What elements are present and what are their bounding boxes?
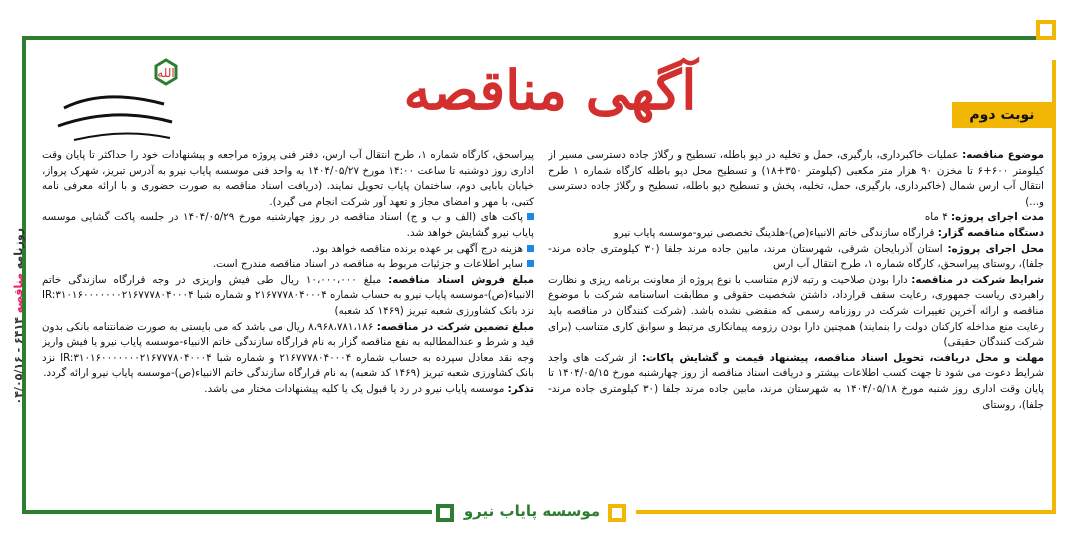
label-note: تذکر:: [507, 382, 534, 395]
text-deadline: از شرکت های واجد شرایط دعوت می شود تا جهت کسب اطلاعات بیشتر و دریافت اسناد مناقصه از روز چهارشنبه مورخ ۱۴۰۴/۰۵/۱۵ تا پایان وقت اداری روز شنبه مورخ ۱۴۰۴/۰۵/۱۸ به شهرستان مرند، مابین جاده مرند جلفا (۳۰ کیلومتری جاده مرند-جلفا)، روستای: [548, 351, 1044, 411]
paragraph-subject: [548, 148, 1044, 210]
label-duration: مدت اجرای پروژه:: [951, 211, 1044, 224]
bullet-icon: [527, 245, 534, 252]
bullet-text: هزینه درج آگهی بر عهده برنده مناقصه خواهد بود.: [311, 242, 523, 255]
text-sale: مبلغ ۱۰،۰۰۰،۰۰۰ ریال طی فیش واریزی در وجه قرارگاه سازندگی خاتم الانبیاء(ص)-موسسه پایاب نیرو به حساب شماره ۲۱۶۷۷۷۸۰۴۰۰۰۴ و شماره شبا IR:۳۱۰۱۶۰۰۰۰۰۰۰۲۱۶۷۷۷۸۰۴۰۰۰۴ نزد بانک کشاورزی شعبه تبریز (۱۴۶۹ کد شعبه): [42, 273, 534, 317]
paragraph-note: [42, 382, 534, 398]
label-location: محل اجرای پروژه:: [947, 242, 1044, 255]
frame-top-border: [22, 36, 1042, 40]
bullet-text: پاکت های (الف و ب و ج) اسناد مناقصه در روز چهارشنبه مورخ ۱۴۰۴/۰۵/۲۹ در جلسه پاکت گشایی موسسه پایاب نیرو گشایش خواهد شد.: [42, 211, 534, 239]
paragraph-sale: [42, 273, 534, 320]
frame-bottom-right-border: [636, 510, 1056, 514]
svg-text:الله: الله: [157, 66, 175, 80]
paragraph-deadline: [548, 351, 1044, 413]
text-employer: قرارگاه سازندگی خاتم الانبیاء(ص)-هلدینگ تخصصی نیرو-موسسه پایاب نیرو: [613, 226, 938, 239]
page-title: آگهی مناقصه: [403, 58, 697, 122]
label-conditions: شرایط شرکت در مناقصه:: [911, 273, 1044, 286]
frame-bottom-left-border: [22, 510, 432, 514]
bullet-icon: [527, 260, 534, 267]
bullet-item: [42, 210, 534, 241]
label-employer: دستگاه مناقصه گزار:: [937, 226, 1044, 239]
paragraph-location: [548, 242, 1044, 273]
paragraph-employer: [548, 226, 1044, 242]
side-label-pre: روزنامه: [12, 228, 25, 274]
text-subject: عملیات خاکبرداری، بارگیری، حمل و تخلیه در دپو باطله، تسطیح و رگلاژ جاده دسترسی مسیر از کیلومتر ۶۰۰+۶ تا مخزن ۹۰ هزار متر مکعبی (کیلومتر ۳۵۰+۱۸) و تسطیح محل دپو باطله کارگاه شماره ۱ طرح انتقال آب ارس شمال (خاکبرداری، بارگیری، حمل، تخلیه، پخش و تسطیح دپو باطله، تسطیح و رگلاژ جاده دسترسی و...): [548, 149, 1044, 208]
footer-square-left: [436, 504, 454, 522]
bullet-item: [42, 257, 534, 273]
footer-square-right: [608, 504, 626, 522]
text-location: استان آذربایجان شرقی، شهرستان مرند، مابین جاده مرند جلفا (۳۰ کیلومتری جاده مرند-جلفا)، روستای پیراسحق، کارگاه شماره ۱، طرح انتقال آب ارس: [548, 242, 1044, 271]
text-note: موسسه پایاب نیرو در رد یا قبول یک یا کلیه پیشنهادات مختار می باشد.: [204, 382, 508, 395]
frame-right-border: [1052, 60, 1056, 514]
paragraph-guarantee: [42, 320, 534, 382]
paragraph-conditions: [548, 273, 1044, 351]
emblem-icon: [44, 48, 194, 148]
notice-round-badge: نوبت دوم: [952, 102, 1052, 128]
text-conditions: دارا بودن صلاحیت و رتبه لازم متناسب با نوع پروژه از معاونت برنامه ریزی و نظارت راهبردی ریاست جمهوری، رعایت سقف قرارداد، داشتن شخصیت حقوقی و مطابقت اساسنامه شرکت با موضوع مناقصه و ارائه آخرین تغییرات شرکت در روزنامه رسمی که منقضی نشده باشد. (شرکت کنندگان در مناقصه باید رعایت منع مداخله کارکنان دولت را بنمایند) همچنین دارا بودن رزومه پیمانکاری مرتبط و سوابق کاری متناسب (برای شرکت کنندگان حقیقی): [548, 273, 1044, 349]
side-label-issue: ۶۴۱۴ - ۰۴/۰۵/۱۶: [12, 313, 25, 405]
paragraph-duration: [548, 210, 1044, 226]
bullet-icon: [527, 213, 534, 220]
left-column: [42, 148, 534, 498]
right-column: [548, 148, 1044, 498]
bullet-text: سایر اطلاعات و جزئیات مربوط به مناقصه در اسناد مناقصه مندرج است.: [212, 258, 523, 271]
label-guarantee: مبلغ تضمین شرکت در مناقصه:: [376, 320, 534, 333]
newspaper-side-label: [12, 228, 28, 405]
text-duration: ۴ ماه: [924, 211, 952, 224]
footer-brand: موسسه پایاب نیرو: [463, 502, 601, 520]
corner-square-decoration: [1036, 20, 1056, 40]
label-sale: مبلغ فروش اسناد مناقصه:: [388, 273, 534, 286]
text-guarantee: ۸،۹۶۸،۷۸۱،۱۸۶ ریال می باشد که می بایستی به صورت ضمانتنامه بانکی بدون قید و شرط و عندالمطالبه به نفع مناقصه گزار به نام قرارگاه سازندگی خاتم الانبیاء-موسسه پایاب نیرو یا فیش واریز وجه نقد معادل سپرده به حساب شماره ۲۱۶۷۷۷۸۰۴۰۰۰۴ و شماره شبا IR:۳۱۰۱۶۰۰۰۰۰۰۰۲۱۶۷۷۷۸۰۴۰۰۰۴ نزد بانک کشاورزی شعبه تبریز (۱۴۶۹ کد شعبه) به نام قرارگاه سازندگی خاتم الانبیاء(ص)-موسسه پایاب نیرو ارائه گردد.: [42, 320, 534, 380]
label-subject: موضوع مناقصه:: [962, 149, 1044, 161]
side-label-paper-name: مناقصه: [12, 273, 25, 314]
paragraph-intro: پیراسحق، کارگاه شماره ۱، طرح انتقال آب ارس، دفتر فنی پروژه مراجعه و پیشنهادات خود را حداکثر تا پایان وقت اداری روز دوشنبه تا ساعت ۱۴:۰۰ مورخ ۱۴۰۴/۰۵/۲۷ به واحد فنی موسسه پایاب نیرو به آدرس تبریز، شهرک پرواز، خیابان بابایی دوم، ساختمان پایاب تحویل نمایند. (دریافت اسناد مناقصه به صورت حضوری و با ارائه معرفی نامه کتبی، با مهر و امضای مجاز و تعهد آور شرکت انجام می گیرد).: [42, 149, 534, 208]
label-deadline: مهلت و محل دریافت، تحویل اسناد مناقصه، پیشنهاد قیمت و گشایش پاکات:: [641, 351, 1044, 364]
bullet-item: [42, 242, 534, 258]
